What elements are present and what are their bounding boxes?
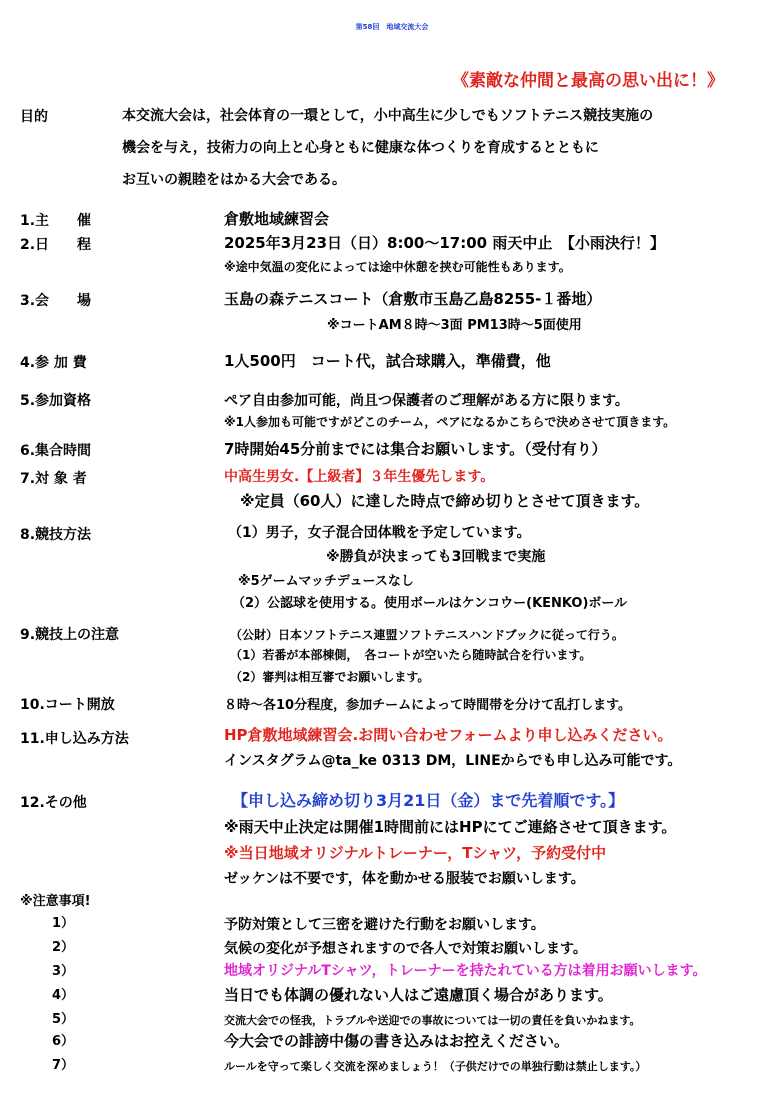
schedule-note: ※途中気温の変化によっては途中休憩を挟む可能性もあります。 (224, 260, 571, 274)
format-line-2: ※勝負が決まっても3回戦まで実施 (326, 549, 546, 565)
section-label-venue: 3.会 場 (20, 293, 92, 309)
eligibility-value: ペア自由参加可能，尚且つ保護者のご理解がある方に限ります。 (224, 393, 629, 409)
deadline-notice: 【申し込み締め切り3月21日（金）まで先着順です。】 (232, 791, 625, 810)
section-label-other: 12.その他 (20, 795, 87, 811)
note-text: ルールを守って楽しく交流を深めましょう！（子供だけでの単独行動は禁止します。） (224, 1060, 647, 1073)
notes-label: ※注意事項! (20, 894, 91, 909)
page-title: 第58回 地域交流大会 (355, 23, 429, 31)
section-label-meeting-time: 6.集合時間 (20, 443, 92, 459)
capacity-note: ※定員（60人）に達した時点で締め切りとさせて頂きます。 (240, 492, 650, 510)
section-label-organizer: 1.主 催 (20, 213, 92, 229)
fee-value: 1人500円 コート代，試合球購入，準備費，他 (224, 352, 551, 370)
section-label-target: 7.対 象 者 (20, 471, 87, 487)
note-number: 1） (52, 916, 75, 931)
rain-notice: ※雨天中止決定は開催1時間前にはHPにてご連絡させて頂きます。 (224, 818, 677, 836)
note-text: 交流大会での怪我，トラブルや送迎での事故については一切の責任を負いかねます。 (224, 1014, 641, 1027)
target-value: 中高生男女.【上級者】３年生優先します。 (224, 469, 495, 485)
note-text: 気候の変化が予想されますので各人で対策お願いします。 (224, 941, 587, 957)
note-number: 2） (52, 940, 75, 955)
note-number: 5） (52, 1012, 75, 1027)
note-number: 4） (52, 988, 75, 1003)
rules-line-3: （2）審判は相互審でお願いします。 (230, 670, 430, 684)
note-number: 3） (52, 964, 75, 979)
section-label-rules: 9.競技上の注意 (20, 627, 120, 643)
purpose-line-2: 機会を与え，技術力の向上と心身ともに健康な体つくりを育成するとともに (122, 140, 599, 156)
application-hp: HP倉敷地域練習会.お問い合わせフォームより申し込みください。 (224, 726, 673, 744)
section-label-schedule: 2.日 程 (20, 237, 92, 253)
court-open-value: ８時〜各10分程度，参加チームによって時間帯を分けて乱打します。 (224, 698, 632, 713)
venue-value: 玉島の森テニスコート（倉敷市玉島乙島8255-１番地） (224, 290, 602, 308)
note-text: 当日でも体調の優れない人はご遠慮頂く場合があります。 (224, 986, 613, 1004)
attire-notice: ゼッケンは不要です，体を動かせる服装でお願いします。 (224, 871, 585, 887)
application-sns: インスタグラム@ta_ke 0313 DM，LINEからでも申し込み可能です。 (224, 753, 682, 769)
section-label-application: 11.申し込み方法 (20, 731, 129, 747)
note-number: 7） (52, 1058, 75, 1073)
note-text: 地域オリジナルTシャツ，トレーナーを持たれている方は着用お願いします。 (224, 963, 707, 979)
note-text: 今大会での誹謗中傷の書き込みはお控えください。 (224, 1032, 570, 1050)
note-number: 6） (52, 1034, 75, 1049)
rules-line-2: （1）若番が本部棟側， 各コートが空いたら随時試合を行います。 (230, 648, 592, 662)
organizer-value: 倉敷地域練習会 (224, 210, 330, 228)
format-line-3: ※5ゲームマッチデュースなし (238, 574, 414, 589)
purpose-line-3: お互いの親睦をはかる大会である。 (122, 172, 346, 188)
meeting-time-value: 7時開始45分前までには集合お願いします。（受付有り） (224, 440, 607, 458)
section-label-eligibility: 5.参加資格 (20, 393, 92, 409)
section-label-court-open: 10.コート開放 (20, 697, 115, 713)
purpose-line-1: 本交流大会は，社会体育の一環として，小中高生に少しでもソフトテニス競技実施の (122, 108, 654, 124)
section-label-format: 8.競技方法 (20, 527, 92, 543)
page-subtitle: 《素敵な仲間と最高の思い出に！》 (452, 71, 724, 91)
format-line-4: （2）公認球を使用する。使用ボールはケンコウー(KENKO)ボール (232, 596, 628, 611)
merch-notice: ※当日地域オリジナルトレーナー，Tシャツ，予約受付中 (224, 844, 607, 862)
section-label-fee: 4.参 加 費 (20, 355, 87, 371)
rules-line-1: （公財）日本ソフトテニス連盟ソフトテニスハンドブックに従って行う。 (230, 628, 624, 642)
eligibility-note: ※1人参加も可能ですがどこのチーム，ペアになるかこちらで決めさせて頂きます。 (224, 415, 676, 429)
note-text: 予防対策として三密を避けた行動をお願いします。 (224, 917, 545, 933)
schedule-value: 2025年3月23日（日）8:00〜17:00 雨天中止 【小雨決行！】 (224, 234, 665, 252)
format-line-1: （1）男子，女子混合団体戦を予定しています。 (228, 525, 531, 541)
venue-court-note: ※コートAM８時〜3面 PM13時〜5面使用 (327, 318, 582, 333)
purpose-label: 目的 (20, 109, 48, 125)
